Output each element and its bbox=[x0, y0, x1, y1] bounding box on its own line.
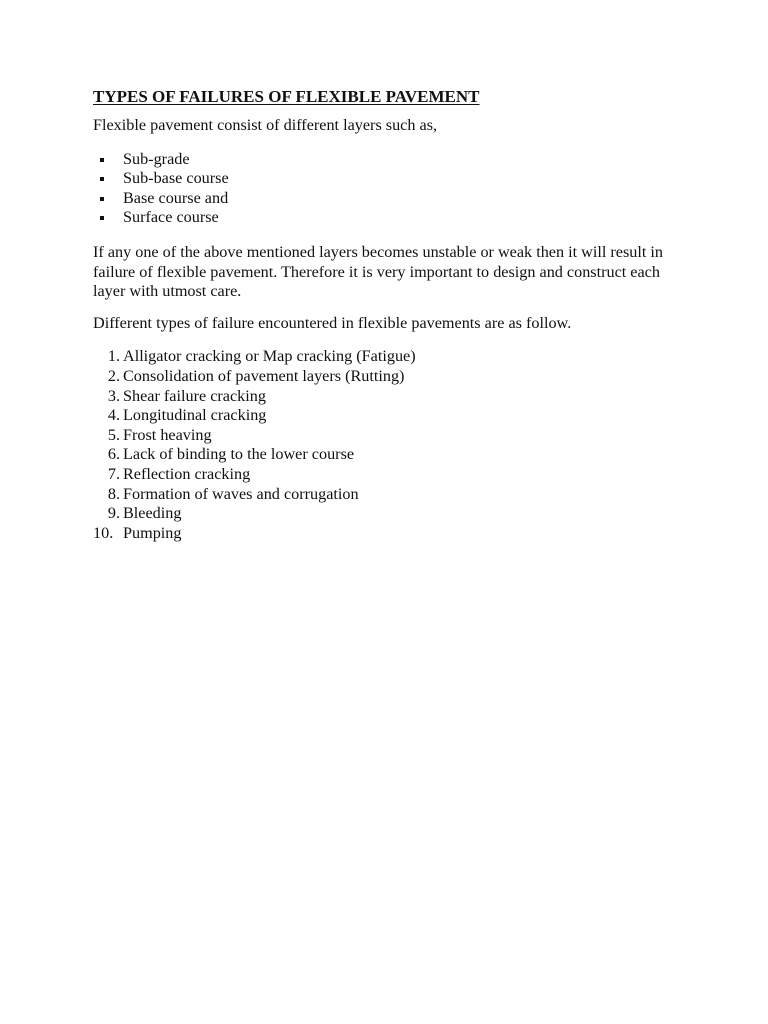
list-item bbox=[93, 347, 693, 367]
list-number: 2. bbox=[107, 366, 120, 385]
list-number: 5. bbox=[107, 425, 120, 444]
bullet-square-icon bbox=[100, 216, 104, 220]
list-item-text: Pumping bbox=[123, 523, 182, 542]
list-item bbox=[93, 485, 693, 505]
list-item-text: Alligator cracking or Map cracking (Fatigue) bbox=[123, 347, 416, 366]
bullet-square-icon bbox=[100, 177, 104, 181]
document-page bbox=[93, 86, 693, 543]
list-item-text: Lack of binding to the lower course bbox=[123, 445, 355, 464]
bullet-square-icon bbox=[100, 197, 104, 201]
list-item-text: Frost heaving bbox=[123, 425, 212, 444]
list-number: 8. bbox=[107, 484, 120, 503]
list-item bbox=[93, 367, 693, 387]
list-number: 9. bbox=[107, 504, 120, 523]
failures-list bbox=[93, 347, 693, 543]
list-item bbox=[93, 169, 693, 189]
list-item-text: Formation of waves and corrugation bbox=[123, 484, 359, 503]
list-item-text: Bleeding bbox=[123, 504, 182, 523]
list-item-text: Sub-grade bbox=[123, 149, 190, 168]
list-number: 1. bbox=[107, 347, 120, 366]
body-paragraph: If any one of the above mentioned layers becomes unstable or weak then it will result in failure of flexible pavement. Therefore it is very important to design and construct each layer with utmost care. bbox=[93, 242, 663, 301]
list-number: 6. bbox=[107, 445, 120, 464]
list-item bbox=[93, 208, 693, 228]
list-number: 10. bbox=[93, 523, 114, 542]
bullet-square-icon bbox=[100, 158, 104, 162]
list-item bbox=[93, 387, 693, 407]
document-title: TYPES OF FAILURES OF FLEXIBLE PAVEMENT bbox=[93, 87, 480, 106]
list-item-text: Longitudinal cracking bbox=[123, 406, 267, 425]
list-item bbox=[93, 445, 693, 465]
list-item-text: Shear failure cracking bbox=[123, 386, 266, 405]
list-item-text: Base course and bbox=[123, 188, 229, 207]
list-item bbox=[93, 465, 693, 485]
layers-list bbox=[93, 150, 693, 228]
list-item bbox=[93, 150, 693, 170]
list-item bbox=[93, 406, 693, 426]
list-item bbox=[93, 504, 693, 524]
list-item-text: Reflection cracking bbox=[123, 464, 251, 483]
failures-intro-text: Different types of failure encountered in flexible pavements are as follow. bbox=[93, 313, 572, 332]
list-number: 4. bbox=[107, 406, 120, 425]
intro-text: Flexible pavement consist of different layers such as, bbox=[93, 116, 438, 134]
list-item-text: Surface course bbox=[123, 208, 219, 227]
list-item bbox=[93, 524, 693, 544]
list-item bbox=[93, 189, 693, 209]
list-item-text: Sub-base course bbox=[123, 169, 229, 188]
list-number: 3. bbox=[107, 386, 120, 405]
list-item-text: Consolidation of pavement layers (Rutting) bbox=[123, 366, 405, 385]
list-item bbox=[93, 426, 693, 446]
list-number: 7. bbox=[107, 464, 120, 483]
